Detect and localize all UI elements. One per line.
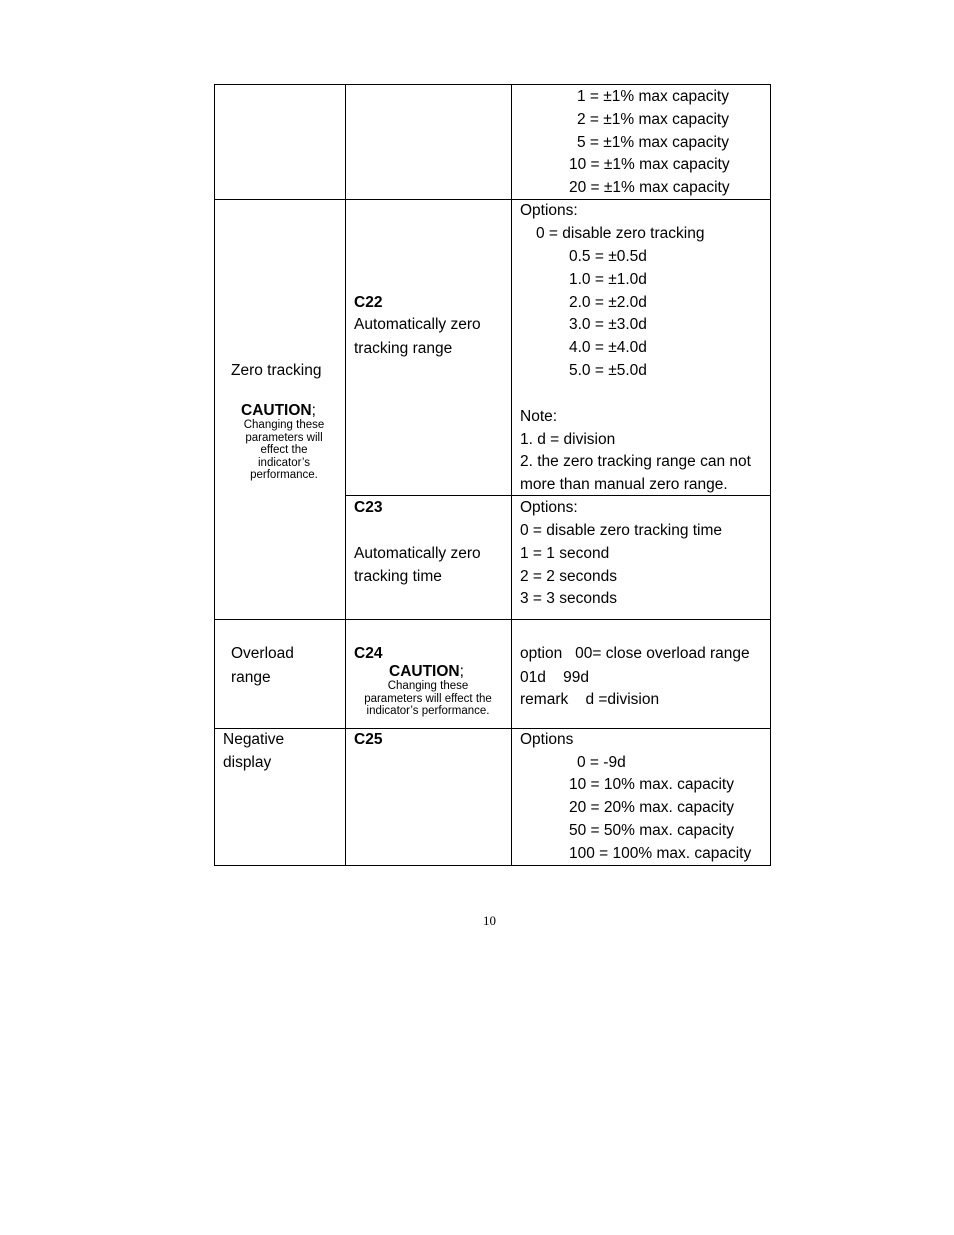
caution-line: parameters will bbox=[245, 431, 323, 444]
parameter-name: Negative bbox=[223, 731, 285, 748]
parameter-code: C25 bbox=[354, 731, 383, 748]
table-border-bottom bbox=[214, 865, 771, 866]
caution-title: CAUTION bbox=[241, 402, 312, 419]
option-line: 5.0 = ±5.0d bbox=[569, 362, 647, 379]
table-row-divider-c22-c23 bbox=[345, 495, 771, 496]
caution-line: parameters will effect the bbox=[364, 692, 492, 705]
table-row-divider-1 bbox=[214, 199, 771, 200]
option-line: 10 = ±1% max capacity bbox=[569, 156, 730, 173]
option-line: 10 = 10% max. capacity bbox=[569, 776, 734, 793]
table-border-left bbox=[214, 84, 215, 866]
parameter-description: tracking range bbox=[354, 340, 453, 357]
note-line: 2. the zero tracking range can not bbox=[520, 453, 751, 470]
caution-title: CAUTION bbox=[389, 663, 460, 680]
option-line: 100 = 100% max. capacity bbox=[569, 845, 752, 862]
caution-line: effect the bbox=[260, 444, 308, 456]
caution-punct: ; bbox=[459, 663, 464, 680]
option-line: 20 = ±1% max capacity bbox=[569, 179, 730, 196]
option-line: 0 = disable zero tracking bbox=[536, 225, 705, 242]
option-line: 2.0 = ±2.0d bbox=[569, 294, 647, 311]
option-line: remark d =division bbox=[520, 691, 660, 708]
table-row-divider-2 bbox=[214, 619, 771, 620]
parameter-description: Automatically zero bbox=[354, 545, 481, 562]
option-line: 0.5 = ±0.5d bbox=[569, 248, 647, 265]
options-header: Options bbox=[520, 731, 574, 748]
table-border-right bbox=[770, 84, 771, 866]
parameter-description: tracking time bbox=[354, 568, 442, 585]
caution-label bbox=[241, 402, 316, 420]
parameter-name: Overload bbox=[231, 645, 294, 662]
parameter-name: display bbox=[223, 754, 272, 771]
parameter-code: C23 bbox=[354, 499, 383, 516]
page-number: 10 bbox=[483, 913, 496, 928]
caution-text bbox=[348, 680, 508, 718]
option-line: 01d 99d bbox=[520, 669, 589, 686]
option-line: 1.0 = ±1.0d bbox=[569, 271, 647, 288]
option-line: 3 = 3 seconds bbox=[520, 590, 617, 607]
parameter-name: Zero tracking bbox=[231, 362, 322, 379]
table-col-divider-1 bbox=[345, 84, 346, 866]
table-row-divider-3 bbox=[214, 728, 771, 729]
caution-line: Changing these bbox=[243, 419, 325, 431]
option-line: 20 = 20% max. capacity bbox=[569, 799, 734, 816]
parameter-name: range bbox=[231, 669, 271, 686]
option-line: 5 = ±1% max capacity bbox=[577, 134, 729, 151]
option-line: 4.0 = ±4.0d bbox=[569, 339, 647, 356]
option-line: 0 = -9d bbox=[577, 754, 626, 771]
option-line: 3.0 = ±3.0d bbox=[569, 316, 647, 333]
table-border-top bbox=[214, 84, 771, 85]
options-header: Options: bbox=[520, 499, 578, 516]
caution-line: indicator’s performance. bbox=[366, 705, 490, 717]
parameter-code: C22 bbox=[354, 294, 383, 311]
option-line: 1 = ±1% max capacity bbox=[577, 88, 729, 105]
caution-line: Changing these bbox=[387, 680, 469, 692]
caution-line: indicator’s bbox=[258, 456, 310, 469]
option-line: option 00= close overload range bbox=[520, 645, 750, 662]
parameter-code: C24 bbox=[354, 645, 383, 662]
option-line: 1 = 1 second bbox=[520, 545, 610, 562]
option-line: 2 = 2 seconds bbox=[520, 568, 617, 585]
caution-text bbox=[224, 419, 344, 482]
parameter-description: Automatically zero bbox=[354, 316, 481, 333]
options-header: Options: bbox=[520, 202, 578, 219]
note-line: more than manual zero range. bbox=[520, 476, 728, 493]
caution-label bbox=[389, 663, 464, 681]
option-line: 2 = ±1% max capacity bbox=[577, 111, 729, 128]
option-line: 0 = disable zero tracking time bbox=[520, 522, 723, 539]
caution-punct: ; bbox=[311, 402, 316, 419]
table-col-divider-2 bbox=[511, 84, 512, 866]
option-line: 50 = 50% max. capacity bbox=[569, 822, 734, 839]
note-header: Note: bbox=[520, 408, 558, 425]
note-line: 1. d = division bbox=[520, 431, 616, 448]
caution-line: performance. bbox=[250, 469, 318, 481]
